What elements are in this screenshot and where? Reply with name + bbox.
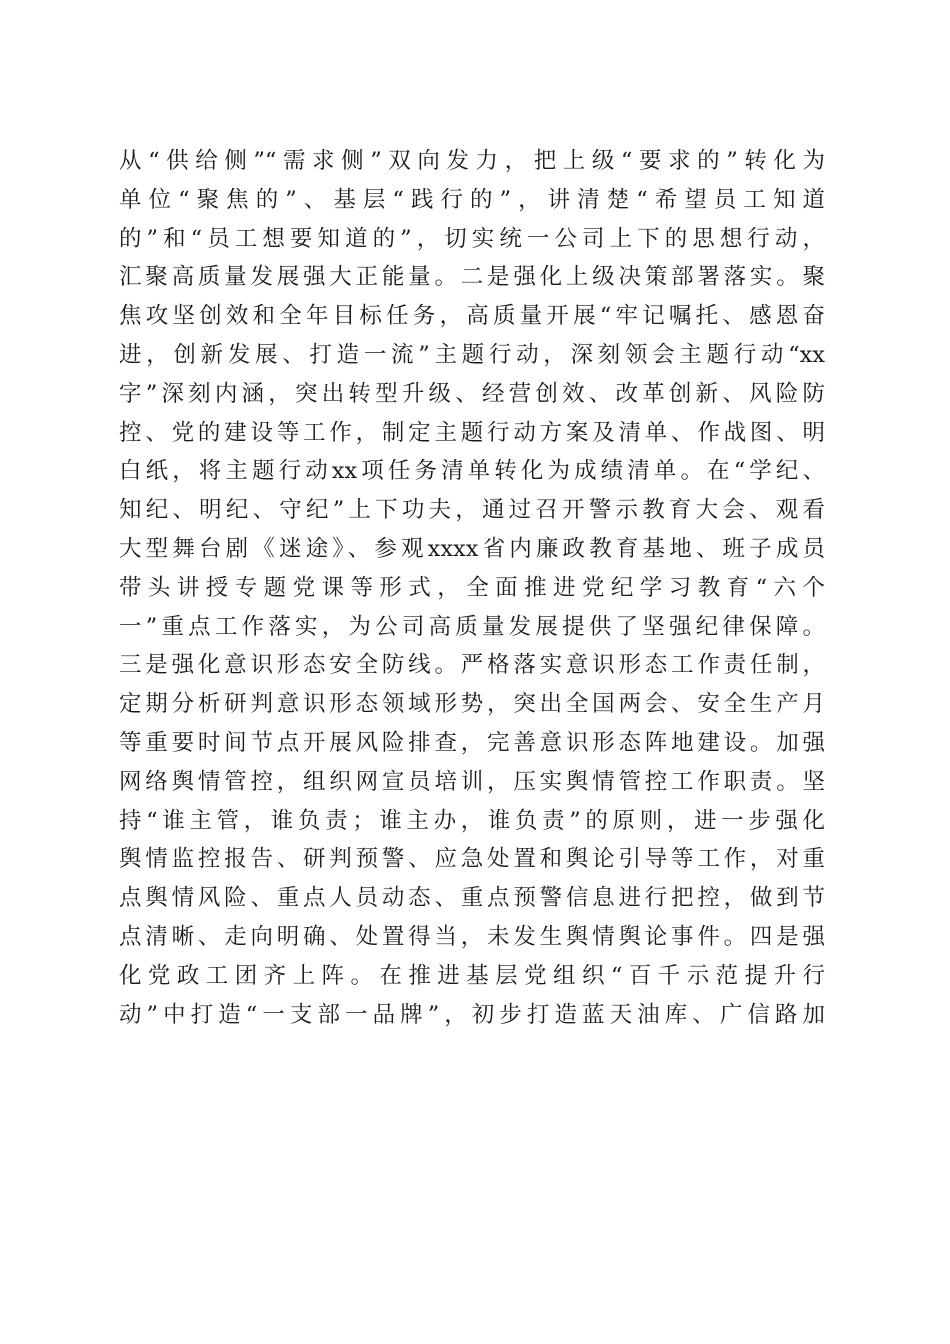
- text-line-16: 等重要时间节点开展风险排查，完善意识形态阵地建设。加强: [119, 729, 825, 756]
- text-line-20: 点舆情风险、重点人员动态、重点预警信息进行把控，做到节: [119, 885, 825, 912]
- text-line-5: 焦攻坚创效和全年目标任务，高质量开展“牢记嘱托、感恩奋: [119, 303, 825, 330]
- text-line-14: 三是强化意识形态安全防线。严格落实意识形态工作责任制，: [119, 652, 825, 679]
- text-line-15: 定期分析研判意识形态领域形势，突出全国两会、安全生产月: [119, 691, 825, 718]
- text-line-12: 带头讲授专题党课等形式，全面推进党纪学习教育“六个: [119, 574, 825, 601]
- text-line-4: 汇聚高质量发展强大正能量。二是强化上级决策部署落实。聚: [119, 264, 825, 291]
- body-text: [119, 142, 825, 1034]
- text-line-6: 进，创新发展、打造一流”主题行动，深刻领会主题行动“xx: [119, 341, 825, 368]
- text-line-1: 从“供给侧”“需求侧”双向发力，把上级“要求的”转化为: [119, 148, 825, 174]
- text-line-7: 字”深刻内涵，突出转型升级、经营创效、改革创新、风险防: [119, 380, 825, 407]
- text-line-3: 的”和“员工想要知道的”，切实统一公司上下的思想行动，: [119, 225, 825, 252]
- text-line-17: 网络舆情管控，组织网宣员培训，压实舆情管控工作职责。坚: [119, 768, 825, 795]
- text-line-8: 控、党的建设等工作，制定主题行动方案及清单、作战图、明: [119, 419, 825, 446]
- text-line-9: 白纸，将主题行动xx项任务清单转化为成绩清单。在“学纪、: [119, 458, 825, 485]
- text-line-10: 知纪、明纪、守纪”上下功夫，通过召开警示教育大会、观看: [119, 497, 825, 524]
- text-line-21: 点清晰、走向明确、处置得当，未发生舆情舆论事件。四是强: [119, 923, 825, 950]
- text-line-13: 一”重点工作落实，为公司高质量发展提供了坚强纪律保障。: [119, 613, 825, 640]
- text-line-19: 舆情监控报告、研判预警、应急处置和舆论引导等工作，对重: [119, 846, 825, 873]
- text-line-2: 单位“聚焦的”、基层“践行的”，讲清楚“希望员工知道: [119, 186, 825, 213]
- text-line-18: 持“谁主管，谁负责；谁主办，谁负责”的原则，进一步强化: [119, 807, 825, 834]
- text-line-11: 大型舞台剧《迷途》、参观xxxx省内廉政教育基地、班子成员: [119, 535, 825, 562]
- text-line-22: 化党政工团齐上阵。在推进基层党组织“百千示范提升行: [119, 962, 825, 989]
- text-line-23: 动”中打造“一支部一品牌”，初步打造蓝天油库、广信路加: [119, 1001, 825, 1028]
